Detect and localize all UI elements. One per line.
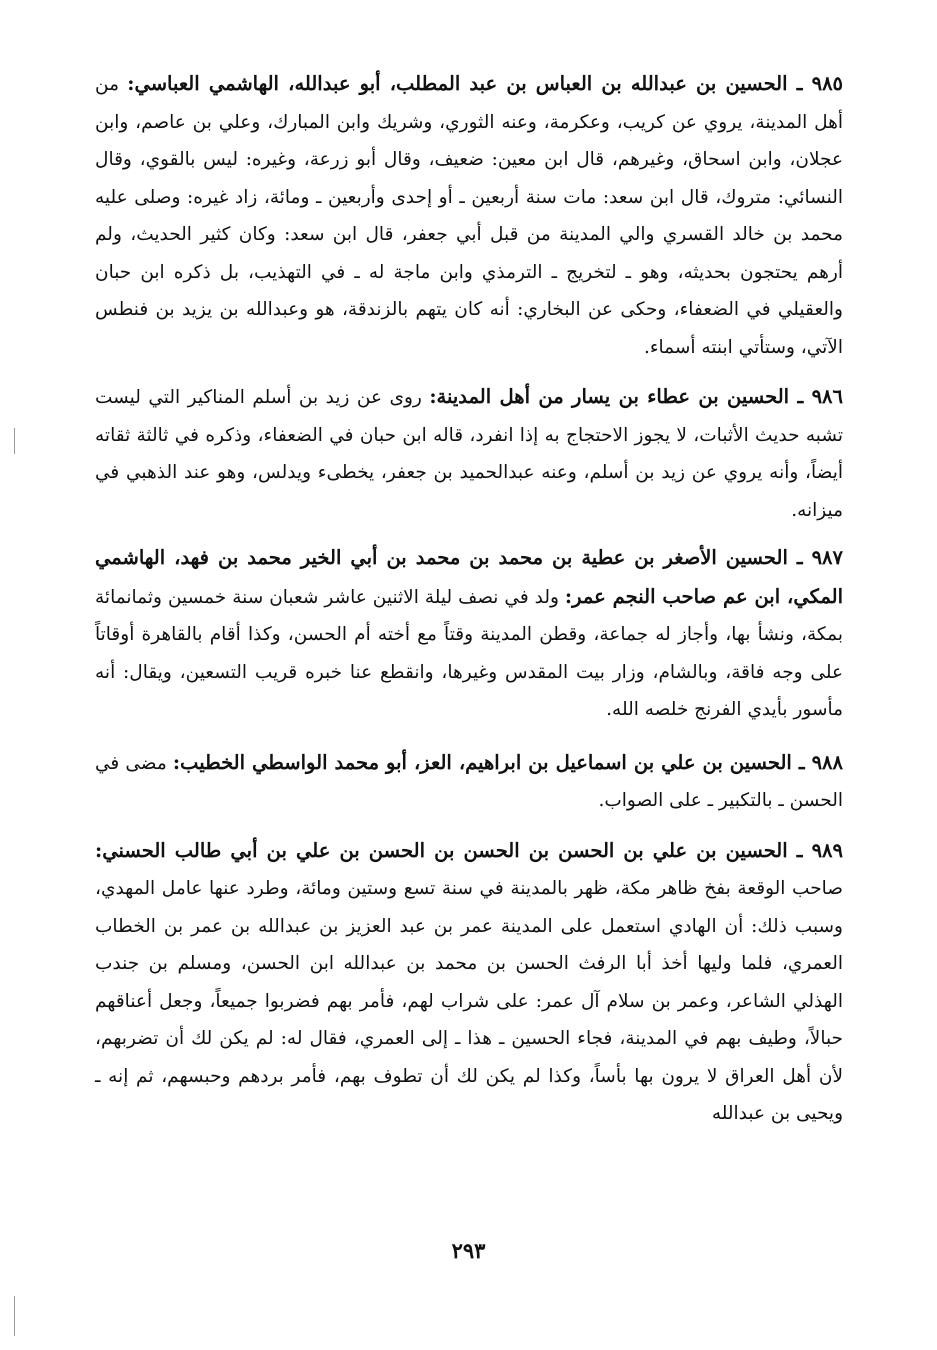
entry-987 bbox=[95, 539, 843, 729]
entry-body: ولد في نصف ليلة الاثنين عاشر شعبان سنة خمسين وثمانمائة بمكة، ونشأ بها، وأجاز له جماعة، وقطن المدينة وقتاً مع أخته أم الحسن، وكذا أقام بالقاهرة أوقاتاً على وجه فاقة، وبالشام، وزار بيت المقدس وغيرها، وانقطع عنا خبره قريب التسعين، ويقال: أنه مأسور بأيدي الفرنج خلصه الله. bbox=[95, 586, 843, 720]
entry-body: من أهل المدينة، يروي عن كريب، وعكرمة، وعنه الثوري، وشريك وابن المبارك، وعلي بن عاصم، وابن عجلان، وابن اسحاق، وغيرهم، قال ابن معين: ضعيف، وقال أبو زرعة، وغيره: ليس بالقوي، وقال النسائي: متروك، قال ابن سعد: مات سنة أربعين ـ أو إحدى وأربعين ـ ومائة، زاد غيره: وصلى عليه محمد بن خالد القسري والي المدينة من قبل أبي جعفر، قال ابن سعد: وكان كثير الحديث، ولم أرهم يحتجون بحديثه، وهو ـ لتخريج ـ الترمذي وابن ماجة له ـ في التهذيب، بل ذكره ابن حبان والعقيلي في الضعفاء، وحكى عن البخاري: أنه كان يتهم بالزندقة، هو وعبدالله بن يزيد بن فنطس الآتي، وستأتي ابنته أسماء. bbox=[95, 74, 843, 358]
entry-986 bbox=[95, 378, 843, 529]
entry-heading: ٩٨٩ ـ الحسين بن علي بن الحسن بن الحسن بن الحسن بن علي بن أبي طالب الحسني: bbox=[95, 838, 843, 862]
entry-body: مضى في الحسن ـ بالتكبير ـ على الصواب. bbox=[95, 752, 843, 811]
page-number: ٢٩٣ bbox=[451, 1238, 486, 1263]
entry-985 bbox=[95, 65, 843, 366]
entry-heading: ٩٨٨ ـ الحسين بن علي بن اسماعيل بن ابراهيم، العز، أبو محمد الواسطي الخطيب: bbox=[172, 750, 843, 774]
entry-body: صاحب الوقعة بفخ ظاهر مكة، ظهر بالمدينة في سنة تسع وستين ومائة، وطرد عنها عامل المهدي، وسبب ذلك: أن الهادي استعمل على المدينة عمر بن عبد العزيز بن عبدالله بن عمر بن الخطاب العمري، فلما وليها أخذ أبا الرفث الحسن بن محمد بن عبدالله ابن الحسن، ومسلم بن جندب الهذلي الشاعر، وعمر بن سلام آل عمر: على شراب لهم، فأمر بهم فضربوا جميعاً، وجعل أعناقهم حبالاً، وطيف بهم في المدينة، فجاء الحسين ـ هذا ـ إلى العمري، فقال له: لم يكن لك أن تضربهم، لأن أهل العراق لا يرون بها بأساً، وكذا لم يكن لك أن تطوف بهم، فأمر بردهم وحبسهم، ثم إنه ـ ويحيى بن عبدالله bbox=[95, 878, 843, 1124]
entry-body: روى عن زيد بن أسلم المناكير التي ليست تشبه حديث الأثبات، لا يجوز الاحتجاج به إذا انفرد، قاله ابن حبان في الضعفاء، وذكره في ثالثة ثقاته أيضاً، وأنه يروي عن زيد بن أسلم، وعنه عبدالحميد بن جعفر، يخطىء ويدلس، وهو عند الذهبي في ميزانه. bbox=[95, 387, 843, 521]
margin-mark bbox=[14, 428, 15, 454]
entry-989 bbox=[95, 832, 843, 1133]
entry-heading: ٩٨٧ ـ الحسين الأصغر بن عطية بن محمد بن محمد بن أبي الخير محمد بن فهد، الهاشمي المكي، ابن عم صاحب النجم عمر: bbox=[95, 546, 843, 608]
entry-heading: ٩٨٥ ـ الحسين بن عبدالله بن العباس بن عبد المطلب، أبو عبدالله، الهاشمي العباسي: bbox=[127, 72, 844, 95]
margin-mark bbox=[14, 1296, 15, 1336]
entry-heading: ٩٨٦ ـ الحسين بن عطاء بن يسار من أهل المدينة: bbox=[429, 385, 843, 408]
entry-988 bbox=[95, 744, 843, 820]
entries-column bbox=[95, 65, 843, 1133]
